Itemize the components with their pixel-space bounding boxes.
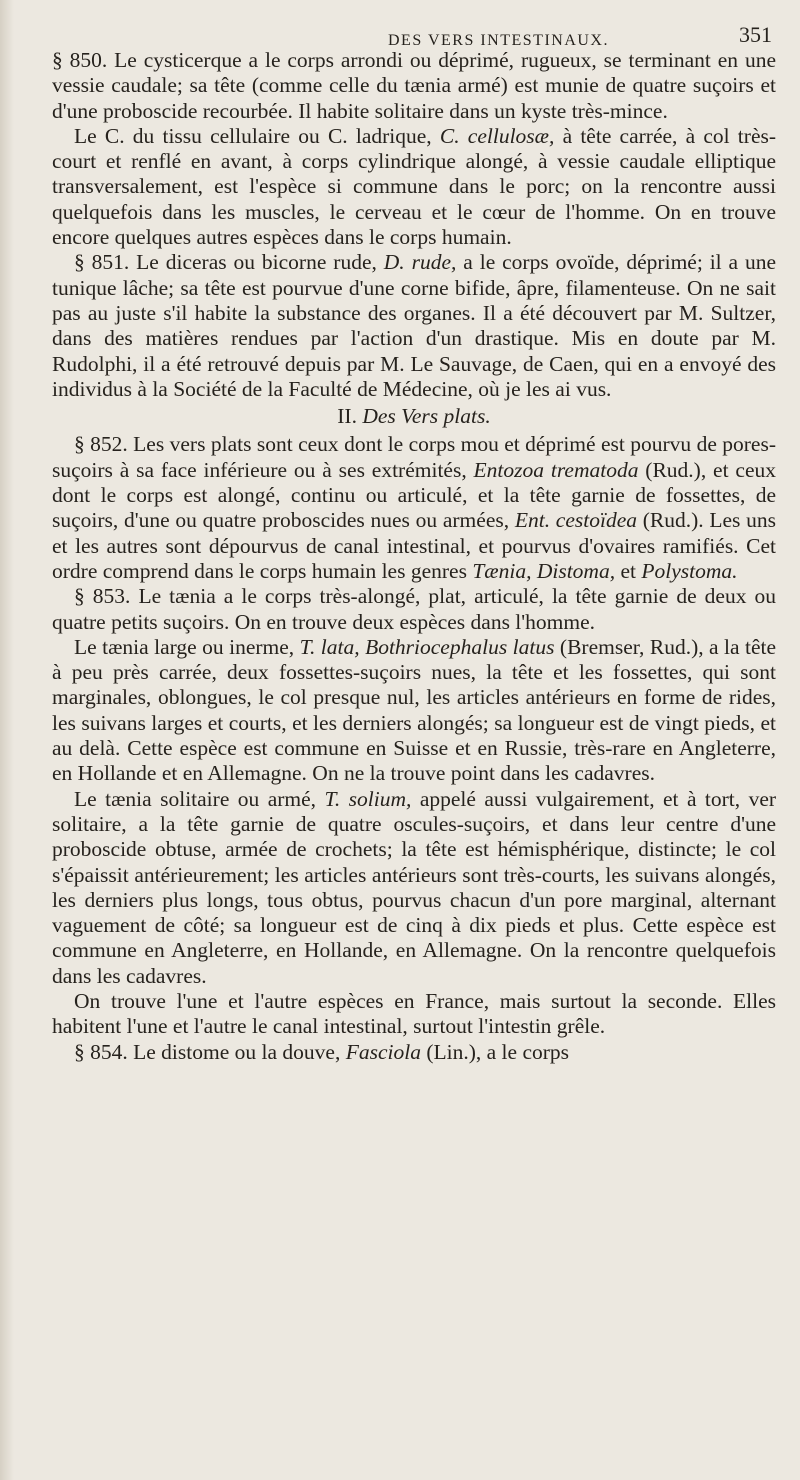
page-gutter-shadow <box>0 0 14 1480</box>
paragraph-854-text-a: § 854. Le distome ou la douve, <box>74 1039 341 1064</box>
paragraph-france <box>52 989 776 1040</box>
paragraph-taenia-lata <box>52 635 776 787</box>
taenia-solium-text-a: Le tænia solitaire ou armé, <box>74 786 317 811</box>
paragraph-taenia-solium <box>52 787 776 989</box>
cellulosae-text-a: Le C. du tissu cellulaire ou C. ladrique, <box>74 123 432 148</box>
paragraph-854 <box>52 1040 776 1065</box>
paragraph-cysticercus-cellulosae <box>52 124 776 250</box>
fasciola-latin-name: Fasciola <box>345 1039 421 1064</box>
trematoda-latin-name: Entozoa trematoda <box>473 457 639 482</box>
section-heading-title: Des Vers plats. <box>362 404 491 429</box>
paragraph-852-text-a: § 852. Les vers plats sont ceux dont le corps mou et déprimé est pourvu de pores-suçoirs à sa face inférieure ou à ses extrémités, <box>52 432 776 482</box>
paragraph-853-text: § 853. Le tænia a le corps très-alongé, plat, articulé, la tête garnie de deux ou quatre petits suçoirs. On en trouve deux espèces dans l'homme. <box>52 584 776 634</box>
paragraph-850 <box>52 48 776 124</box>
page-number: 351 <box>739 22 772 47</box>
section-heading <box>52 404 776 429</box>
paragraph-852-text-d: et <box>620 558 636 583</box>
paragraph-851-text-a: § 851. Le diceras ou bicorne rude, <box>74 250 377 275</box>
paragraph-850-text: § 850. Le cysticerque a le corps arrondi ou déprimé, rugueux, se terminant en une vessie caudale; sa tête (comme celle du tænia armé) est munie de quatre suçoirs et d'une proboscide recourbée. Il habite solitaire dans un kyste très-mince. <box>52 48 776 123</box>
paragraph-854-text-b: (Lin.), a le corps <box>426 1039 570 1064</box>
paragraph-852-text-c: (Rud.). Les uns et les autres sont dépourvus de canal intestinal, et pourvus d'ovaires ramifiés. Cet ordre comprend dans le corps humain les genres <box>52 508 777 583</box>
running-title: DES VERS INTESTINAUX. <box>388 32 609 49</box>
section-heading-number: II. <box>337 404 357 429</box>
paragraph-853 <box>52 584 776 635</box>
taenia-lata-text-b: (Bremser, Rud.), a la tête à peu près carrée, deux fossettes-suçoirs nues, la tête et les fossettes, qui sont marginales, oblongues, le col presque nul, les articles antérieurs en forme de rides, les suivans larges et courts, et les derniers alongés; sa longueur est de vingt pieds, et au delà. Cette espèce est commune en Suisse et en Russie, très-rare en Angleterre, en Hollande et en Allemagne. On ne la trouve point dans les cadavres. <box>52 634 777 786</box>
taenia-lata-latin-name: T. lata, Bothriocephalus latus <box>299 634 555 659</box>
paragraph-852-text-b: (Rud.), et ceux dont le corps est alongé, continu ou articulé, et la tête garnie de fossettes, de suçoirs, d'une ou quatre proboscides nues ou armées, <box>52 457 776 533</box>
taenia-lata-text-a: Le tænia large ou inerme, <box>74 634 295 659</box>
genera-latin-names: Tænia, Distoma, <box>472 558 616 583</box>
body-text <box>52 48 776 1065</box>
polystoma-latin-name: Polystoma. <box>641 558 738 583</box>
paragraph-851 <box>52 250 776 402</box>
cellulosae-latin-name: C. cellulosæ, <box>439 123 555 148</box>
taenia-solium-latin-name: T. solium, <box>324 786 412 811</box>
taenia-solium-text-b: appelé aussi vulgairement, et à tort, ver solitaire, a la tête garnie de quatre oscules-suçoirs, et dans leur centre d'une proboscide obtuse, armée de crochets; la tête est hémisphérique, distincte; le col s'épaissit antérieurement; les articles antérieurs sont très-courts, les suivans alongés, les derniers plus longs, tous obtus, pourvus chacun d'un pore marginal, alternant vaguement de côté; sa longueur est de cinq à dix pieds et plus. Cette espèce est commune en Angleterre, en Hollande, en Allemagne. On la rencontre quelquefois dans les cadavres. <box>52 786 777 988</box>
paragraph-france-text: On trouve l'une et l'autre espèces en France, mais surtout la seconde. Elles habitent l'une et l'autre le canal intestinal, surtout l'intestin grêle. <box>52 988 776 1039</box>
running-head <box>52 14 776 48</box>
cellulosae-text-b: à tête carrée, à col très-court et renflé en avant, à corps cylindrique alongé, à vessie caudale elliptique transversalement, est l'espèce si commune dans le porc; on la rencontre aussi quelquefois dans les muscles, le cerveau et le cœur de l'homme. On en trouve encore quelques autres espèces dans le corps humain. <box>52 123 777 250</box>
diceras-latin-name: D. rude, <box>383 250 457 275</box>
paragraph-852 <box>52 432 776 584</box>
paragraph-851-text-b: a le corps ovoïde, déprimé; il a une tunique lâche; sa tête est pourvue d'une corne bifide, âpre, filamenteuse. On ne sait pas au juste s'il habite la substance des organes. Il a été découvert par M. Sultzer, dans des matières rendues par l'action d'un drastique. Mis en doute par M. Rudolphi, il a été retrouvé depuis par M. Le Sauvage, de Caen, qui en a envoyé des individus à la Société de la Faculté de Médecine, où je les ai vus. <box>52 250 777 401</box>
cestoidea-latin-name: Ent. cestoïdea <box>514 508 637 533</box>
